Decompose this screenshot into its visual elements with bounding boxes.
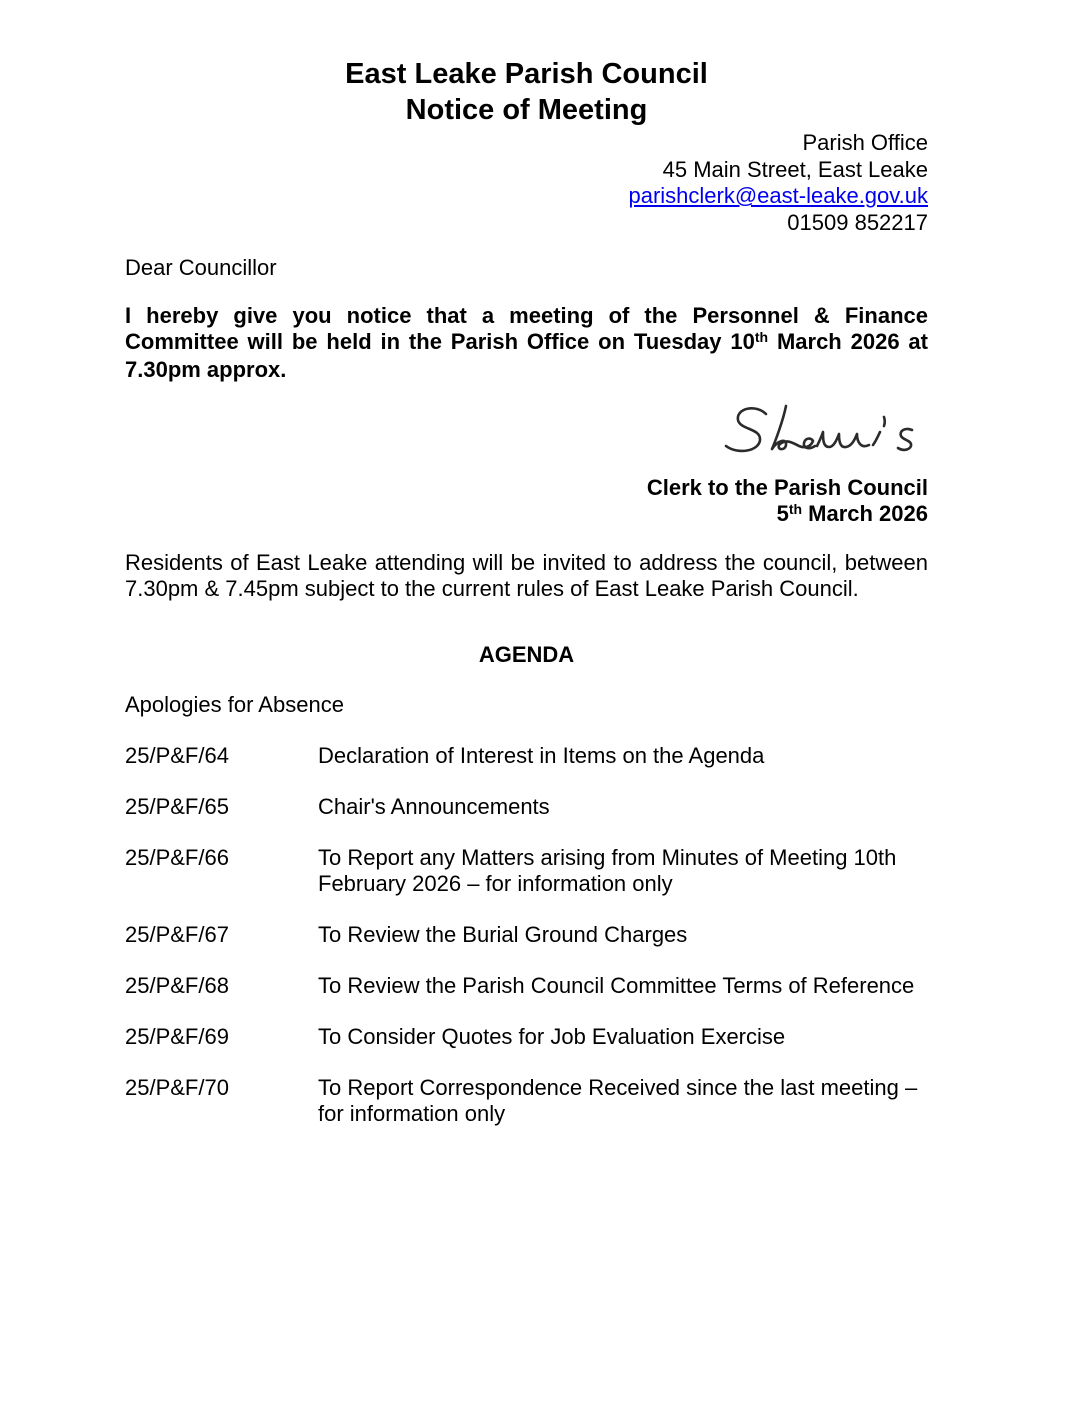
agenda-item-ref: 25/P&F/68: [125, 973, 229, 998]
notice-ordinal-suffix: th: [754, 329, 769, 345]
signoff-date-ordinal-suffix: th: [788, 501, 803, 517]
agenda-item-row: [125, 1075, 928, 1127]
agenda-item-ref: 25/P&F/70: [125, 1075, 229, 1100]
agenda-item-text: To Report any Matters arising from Minutes of Meeting 10th February 2026 – for information only: [318, 845, 897, 896]
agenda-item-row: [125, 1024, 928, 1050]
agenda-item-text: To Review the Burial Ground Charges: [318, 922, 688, 947]
agenda-item-text: Chair's Announcements: [318, 794, 550, 819]
meeting-notice-paragraph: [125, 303, 928, 383]
agenda-item-ref: 25/P&F/67: [125, 922, 229, 947]
agenda-item-text: To Consider Quotes for Job Evaluation Exercise: [318, 1024, 786, 1049]
agenda-preamble: Apologies for Absence: [125, 692, 344, 717]
contact-phone: 01509 852217: [787, 209, 928, 235]
agenda-item-ref: 25/P&F/66: [125, 845, 229, 870]
contact-email-line: [125, 183, 928, 210]
agenda-item-ref: 25/P&F/65: [125, 794, 229, 819]
agenda-item-ref: 25/P&F/69: [125, 1024, 229, 1049]
agenda-item-text: Declaration of Interest in Items on the Agenda: [318, 743, 765, 768]
contact-office: Parish Office: [802, 130, 928, 155]
contact-address: 45 Main Street, East Leake: [662, 156, 928, 182]
agenda-item-ref: 25/P&F/64: [125, 743, 229, 768]
notice-text-before: I hereby give you notice that a meeting of the Personnel & Finance Committee will be held in the Parish Office on Tuesday 10: [125, 303, 928, 354]
signoff-role: Clerk to the Parish Council: [646, 475, 928, 500]
document-title-line2: Notice of Meeting: [405, 94, 648, 126]
agenda-item-row: [125, 794, 928, 820]
notice-text-after: March 2026 at 7.30pm approx.: [125, 329, 928, 382]
email-link[interactable]: parishclerk@east-leake.gov.uk: [628, 183, 928, 208]
residents-note-paragraph: Residents of East Leake attending will be invited to address the council, between 7.30pm & 7.45pm subject to the current rules of East Leake Parish Council.: [125, 550, 928, 601]
document-title: [125, 56, 928, 128]
agenda-item-text: To Review the Parish Council Committee Terms of Reference: [318, 973, 915, 998]
contact-block: [125, 130, 928, 236]
signoff-date: [125, 501, 928, 529]
salutation: Dear Councillor: [125, 255, 277, 280]
signature-block: [125, 397, 928, 463]
agenda-item-text: To Report Correspondence Received since the last meeting – for information only: [318, 1075, 918, 1126]
signature-image: [716, 397, 926, 461]
agenda-item-row: [125, 973, 928, 999]
agenda-heading: AGENDA: [478, 642, 575, 667]
signoff-date-rest: March 2026: [802, 501, 928, 526]
agenda-item-row: [125, 845, 928, 897]
agenda-item-row: [125, 922, 928, 948]
signoff-block: [125, 475, 928, 529]
agenda-item-row: [125, 743, 928, 769]
document-title-line1: East Leake Parish Council: [345, 58, 708, 90]
signoff-date-day: 5: [776, 501, 789, 526]
